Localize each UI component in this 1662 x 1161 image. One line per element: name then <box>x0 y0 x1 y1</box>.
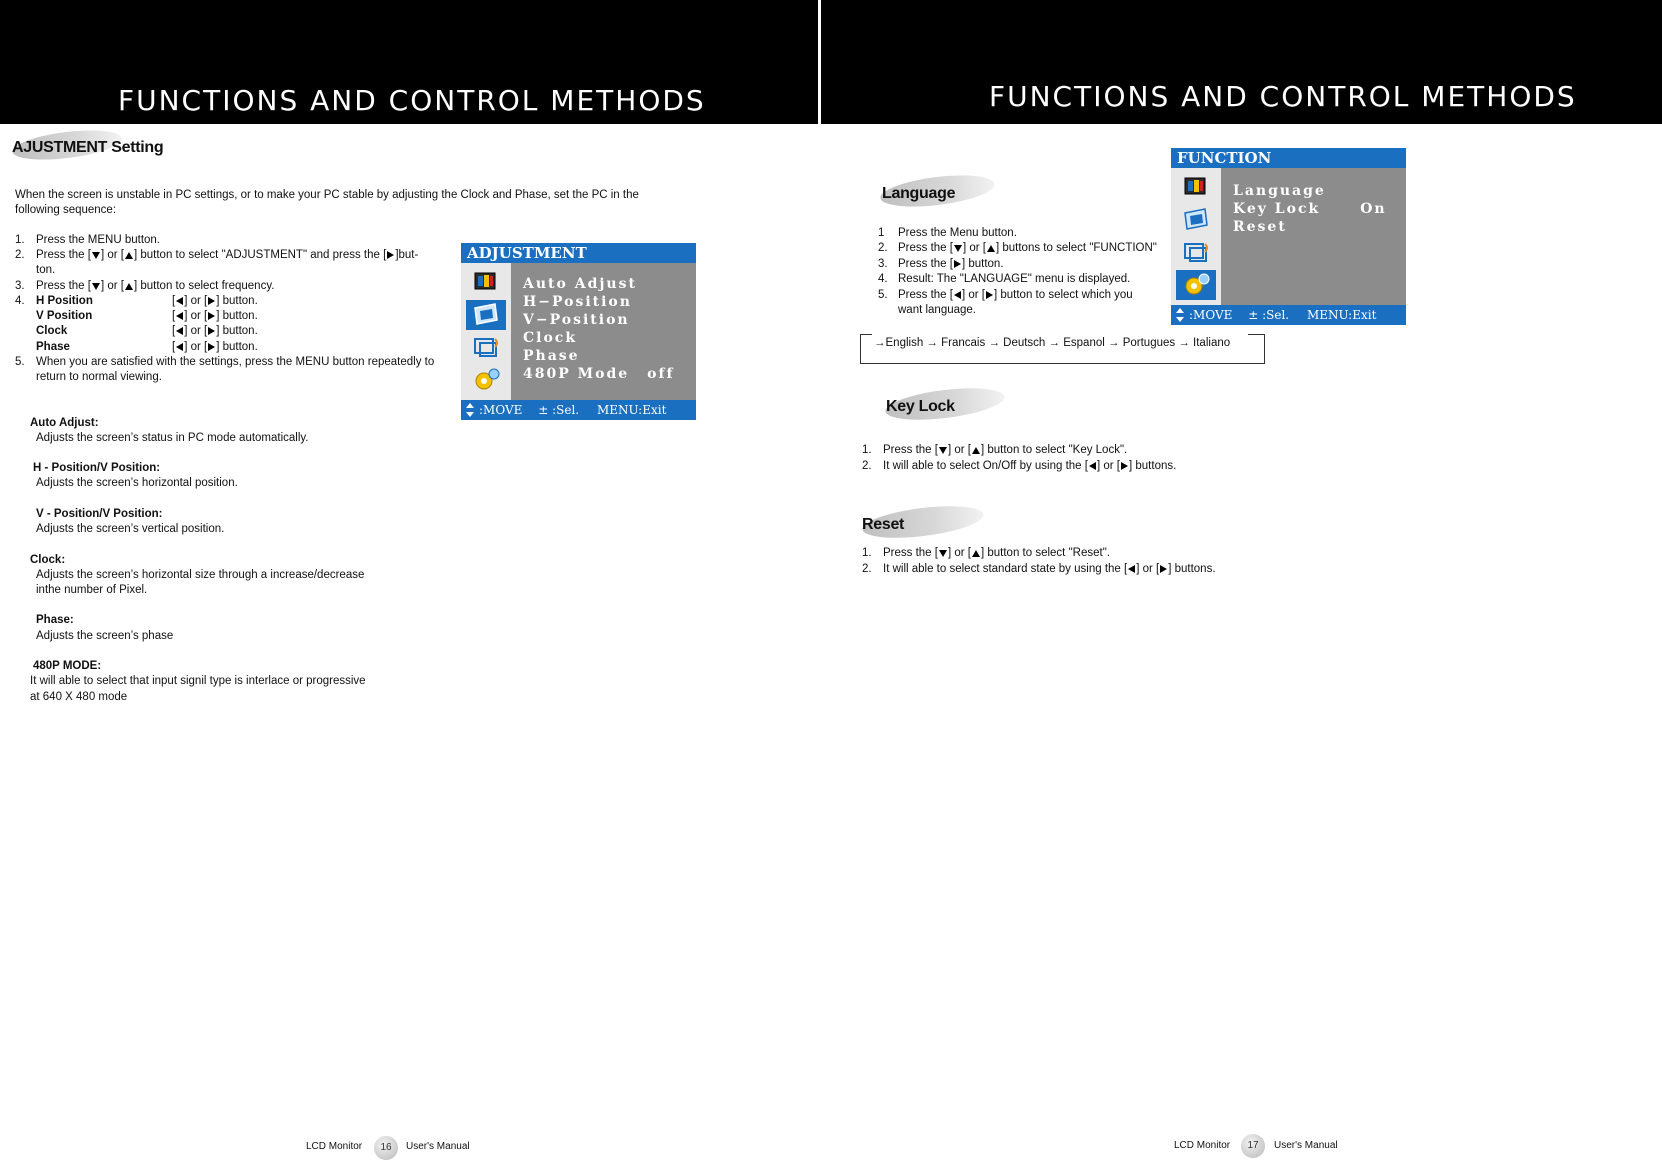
osd-footer <box>1171 305 1406 325</box>
position-icon <box>1176 238 1216 268</box>
down-arrow-icon <box>954 245 962 252</box>
osd-icon-sidebar <box>1171 168 1221 305</box>
osd-footer-sel: ± :Sel. <box>1248 308 1290 322</box>
picture-icon <box>466 267 506 297</box>
lang-step-5-line-2: want language. <box>898 304 977 316</box>
step-5-number: 5. <box>15 356 25 368</box>
lang-step-2 <box>898 241 1157 256</box>
text-fragment: ] or [ <box>1096 460 1120 472</box>
text-fragment: Press the [ <box>883 547 938 559</box>
osd-item-clock[interactable]: Clock <box>523 330 578 346</box>
text-fragment: ] or [ <box>1136 563 1160 575</box>
text-fragment: ] button to select frequency. <box>133 280 275 292</box>
keylock-step-1-num: 1. <box>862 444 872 456</box>
left-header-title: FUNCTIONS AND CONTROL METHODS <box>118 84 706 117</box>
v-position-title: V - Position/V Position: <box>36 508 163 520</box>
step-number: 2. <box>15 249 25 261</box>
osd-footer-sel: ± :Sel. <box>538 403 580 417</box>
text-fragment: ] or [ <box>962 242 986 254</box>
osd-menu-items <box>523 275 675 383</box>
left-arrow-icon <box>176 327 183 335</box>
osd-item-value: off <box>647 366 675 382</box>
step-3 <box>15 279 435 295</box>
phase-desc: Adjusts the screen’s phase <box>36 630 174 642</box>
left-arrow-icon <box>954 291 961 299</box>
auto-adjust-title: Auto Adjust: <box>30 417 99 429</box>
480p-mode-title: 480P MODE: <box>33 660 102 672</box>
language-section-title: Language <box>882 185 956 202</box>
lang-step-3 <box>898 257 1004 272</box>
step-2-line-2: ton. <box>36 264 56 276</box>
adjustment-icon <box>466 300 506 330</box>
language-option-deutsch: Deutsch <box>1003 337 1046 349</box>
right-footer-manual: User's Manual <box>1274 1140 1338 1151</box>
left-page-header <box>0 0 818 124</box>
reset-step-1 <box>883 546 1110 561</box>
intro-line-2: following sequence: <box>15 204 117 216</box>
osd-footer-exit: MENU:Exit <box>1306 308 1377 322</box>
osd-item-reset[interactable]: Reset <box>1233 219 1287 235</box>
right-header-title: FUNCTIONS AND CONTROL METHODS <box>989 80 1577 113</box>
osd-item-language[interactable]: Language <box>1233 183 1326 199</box>
text-fragment: Press the [ <box>36 280 91 292</box>
arrow-icon: → <box>874 337 886 349</box>
right-arrow-icon <box>387 251 394 259</box>
text-fragment: ] buttons to select "FUNCTION" <box>995 242 1157 254</box>
left-arrow-icon <box>1089 462 1096 470</box>
osd-item-label: 480P Mode <box>523 366 630 382</box>
up-arrow-icon <box>972 447 980 454</box>
reset-section-title: Reset <box>862 516 905 533</box>
text-fragment: Press the [ <box>898 258 953 270</box>
lang-step-4: Result: The "LANGUAGE" menu is displayed. <box>898 273 1131 285</box>
clock-instruction <box>172 324 258 339</box>
text-fragment: ] button. <box>216 341 258 353</box>
up-arrow-icon <box>987 245 995 252</box>
v-position-label: V Position <box>36 310 93 322</box>
adjustment-osd-screen <box>461 243 696 420</box>
text-fragment: ] button. <box>216 325 258 337</box>
up-arrow-icon <box>125 283 133 290</box>
text-fragment: ] or [ <box>100 249 124 261</box>
text-fragment: ] button to select which you <box>993 289 1133 301</box>
480p-mode-desc-1: It will able to select that input signil type is interlace or progressive <box>30 675 366 687</box>
text-fragment: ] or [ <box>184 341 208 353</box>
osd-footer-move: :MOVE <box>479 403 523 417</box>
clock-desc-2: inthe number of Pixel. <box>36 584 148 596</box>
phase-label: Phase <box>36 341 70 353</box>
text-fragment: It will able to select standard state by using the [ <box>883 563 1128 575</box>
osd-footer-exit: MENU:Exit <box>596 403 667 417</box>
right-arrow-icon <box>954 260 961 268</box>
down-arrow-icon <box>92 283 100 290</box>
osd-item-phase[interactable]: Phase <box>523 348 580 364</box>
lang-step-4-num: 4. <box>878 273 888 285</box>
osd-item-key-lock[interactable] <box>1233 200 1387 218</box>
bracket-line <box>860 334 872 335</box>
lang-step-5-num: 5. <box>878 289 888 301</box>
text-fragment: [ <box>172 295 176 307</box>
text-fragment: ] or [ <box>184 295 208 307</box>
reset-step-2-num: 2. <box>862 563 872 575</box>
v-position-instruction <box>172 309 258 324</box>
left-arrow-icon <box>176 312 183 320</box>
phase-title: Phase: <box>36 614 74 626</box>
lang-step-1-num: 1 <box>878 227 885 239</box>
function-gear-icon <box>1176 270 1216 300</box>
step-5-line-2: return to normal viewing. <box>36 371 162 383</box>
left-arrow-icon <box>1128 565 1135 573</box>
intro-line-1: When the screen is unstable in PC settings, or to make your PC stable by adjusting the Clock and Phase, set the PC in the <box>15 189 639 201</box>
osd-title: ADJUSTMENT <box>461 243 696 263</box>
step-4-number: 4. <box>15 295 25 307</box>
lang-step-5 <box>898 288 1133 303</box>
right-page-number: 17 <box>1241 1134 1265 1158</box>
h-position-instruction <box>172 294 258 309</box>
auto-adjust-desc: Adjusts the screen’s status in PC mode automatically. <box>36 432 309 444</box>
text-fragment: [ <box>172 325 176 337</box>
text-fragment: [ <box>172 310 176 322</box>
text-fragment: Press the [ <box>883 444 938 456</box>
left-arrow-icon <box>176 297 183 305</box>
osd-item-h-position[interactable]: H−Position <box>523 294 632 310</box>
osd-item-label: Key Lock <box>1233 201 1321 217</box>
text-fragment: ] or [ <box>947 547 971 559</box>
right-page-header <box>821 0 1662 124</box>
text-fragment: ] or [ <box>184 325 208 337</box>
step-text <box>36 279 274 294</box>
clock-title: Clock: <box>30 554 66 566</box>
arrow-icon: → <box>926 337 938 349</box>
text-fragment: ] buttons. <box>1129 460 1177 472</box>
step-2 <box>15 248 435 264</box>
right-arrow-icon <box>986 291 993 299</box>
text-fragment: ]but- <box>395 249 419 261</box>
left-page-number: 16 <box>374 1136 398 1160</box>
osd-item-value: On <box>1360 201 1387 217</box>
text-fragment: ] button to select "ADJUSTMENT" and press the [ <box>133 249 387 261</box>
right-arrow-icon <box>208 312 215 320</box>
phase-instruction <box>172 340 258 355</box>
keylock-step-2 <box>883 459 1176 474</box>
osd-title: FUNCTION <box>1171 148 1406 168</box>
text-fragment: ] button. <box>216 295 258 307</box>
step-number: 3. <box>15 280 25 292</box>
arrow-icon: → <box>1178 337 1190 349</box>
reset-step-1-num: 1. <box>862 547 872 559</box>
text-fragment: It will able to select On/Off by using the [ <box>883 460 1088 472</box>
language-option-francais: Francais <box>941 337 986 349</box>
left-footer-product: LCD Monitor <box>306 1141 363 1152</box>
clock-desc-1: Adjusts the screen’s horizontal size through a increase/decrease <box>36 569 365 581</box>
down-arrow-icon <box>939 550 947 557</box>
text-fragment: ] button. <box>216 310 258 322</box>
arrow-icon: → <box>1048 337 1061 349</box>
text-fragment: ] or [ <box>100 280 124 292</box>
text-fragment: ] or [ <box>947 444 971 456</box>
reset-step-2 <box>883 562 1216 577</box>
position-icon <box>466 333 506 363</box>
language-cycle <box>874 336 1230 351</box>
adjustment-icon <box>1176 205 1216 235</box>
left-footer-manual: User's Manual <box>406 1141 470 1152</box>
text-fragment: Press the [ <box>898 242 953 254</box>
up-arrow-icon <box>125 252 133 259</box>
step-1 <box>15 233 435 249</box>
step-5-line-1: When you are satisfied with the settings, press the MENU button repeatedly to <box>36 356 435 368</box>
adjustment-section-title: AJUSTMENT Setting <box>12 139 164 156</box>
lang-step-1: Press the Menu button. <box>898 227 1017 239</box>
text-fragment: ] button to select "Key Lock". <box>980 444 1128 456</box>
h-position-desc: Adjusts the screen’s horizontal position. <box>36 477 238 489</box>
picture-icon <box>1176 172 1216 202</box>
text-fragment: [ <box>172 341 176 353</box>
up-down-arrows-icon <box>1175 307 1185 329</box>
osd-icon-sidebar <box>461 263 511 400</box>
osd-item-auto-adjust[interactable]: Auto Adjust <box>523 276 637 292</box>
text-fragment: ] button. <box>961 258 1004 270</box>
480p-mode-desc-2: at 640 X 480 mode <box>30 691 128 703</box>
bracket-line <box>1248 334 1265 335</box>
keylock-step-1 <box>883 443 1127 458</box>
text-fragment: Press the [ <box>898 289 953 301</box>
v-position-desc: Adjusts the screen’s vertical position. <box>36 523 225 535</box>
function-gear-icon <box>466 365 506 395</box>
right-arrow-icon <box>1160 565 1167 573</box>
down-arrow-icon <box>92 252 100 259</box>
right-footer-product: LCD Monitor <box>1174 1140 1231 1151</box>
arrow-icon: → <box>1108 337 1120 349</box>
keylock-section-title: Key Lock <box>886 398 955 415</box>
h-position-title: H - Position/V Position: <box>33 462 161 474</box>
language-option-espanol: Espanol <box>1063 337 1105 349</box>
text-fragment: ] buttons. <box>1168 563 1216 575</box>
osd-item-480p-mode[interactable] <box>523 365 675 383</box>
text-fragment: ] or [ <box>961 289 985 301</box>
right-arrow-icon <box>208 327 215 335</box>
arrow-icon: → <box>988 337 1000 349</box>
right-arrow-icon <box>208 343 215 351</box>
right-arrow-icon <box>1121 462 1128 470</box>
right-arrow-icon <box>208 297 215 305</box>
osd-footer <box>461 400 696 420</box>
step-number: 1. <box>15 234 25 246</box>
keylock-step-2-num: 2. <box>862 460 872 472</box>
language-option-portugues: Portugues <box>1122 337 1176 349</box>
h-position-label: H Position <box>36 295 93 307</box>
function-osd-screen <box>1171 148 1406 325</box>
language-option-english: English <box>885 337 924 349</box>
lang-step-2-num: 2. <box>878 242 888 254</box>
step-text <box>36 248 418 263</box>
up-arrow-icon <box>972 550 980 557</box>
language-option-italiano: Italiano <box>1193 337 1231 349</box>
osd-menu-items <box>1233 182 1387 236</box>
clock-label: Clock <box>36 325 68 337</box>
down-arrow-icon <box>939 447 947 454</box>
lang-step-3-num: 3. <box>878 258 888 270</box>
text-fragment: ] button to select "Reset". <box>980 547 1110 559</box>
up-down-arrows-icon <box>465 402 475 424</box>
text-fragment: Press the [ <box>36 249 91 261</box>
osd-footer-move: :MOVE <box>1189 308 1233 322</box>
left-arrow-icon <box>176 343 183 351</box>
osd-item-v-position[interactable]: V−Position <box>523 312 630 328</box>
text-fragment: ] or [ <box>184 310 208 322</box>
step-text: Press the MENU button. <box>36 234 160 246</box>
